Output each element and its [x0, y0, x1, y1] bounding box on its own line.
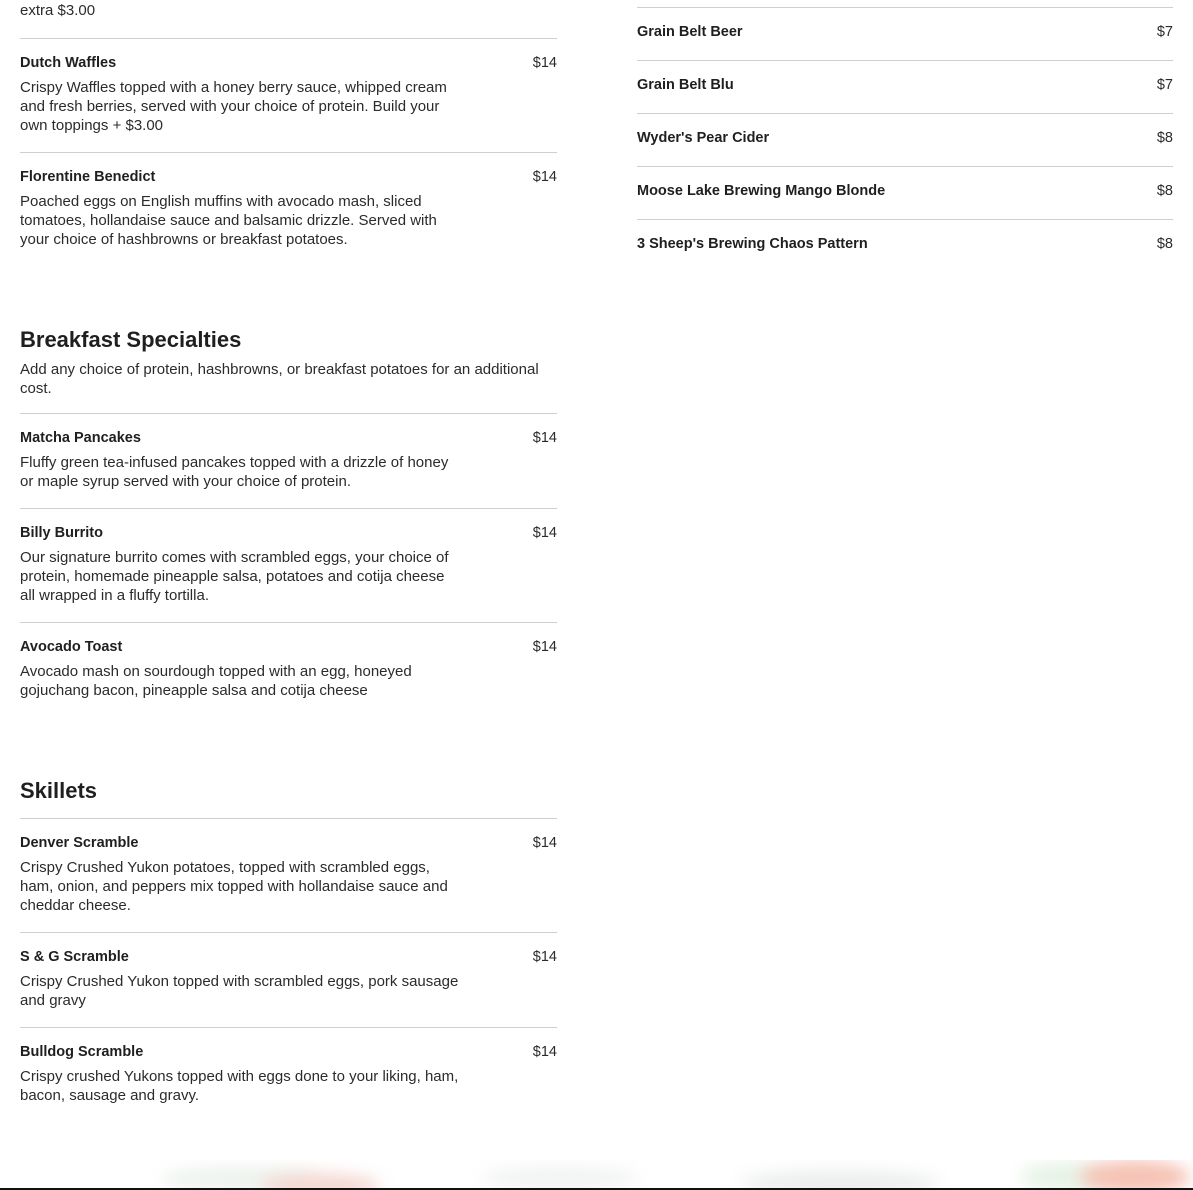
decorative-blur: [480, 1166, 640, 1190]
item-price: $14: [532, 525, 557, 541]
item-name: Dutch Waffles: [20, 55, 117, 71]
item-price: $14: [532, 430, 557, 446]
drink-name: Grain Belt Blu: [637, 77, 734, 93]
decorative-blur: [1080, 1160, 1190, 1190]
item-description: Crispy Waffles topped with a honey berry sauce, whipped cream and fresh berries, served with your choice of protein. Build your own toppings + $3.00: [20, 79, 447, 134]
divider: [637, 219, 1173, 220]
item-name: Billy Burrito: [20, 525, 103, 541]
decorative-blur: [740, 1170, 940, 1190]
drink-name: Moose Lake Brewing Mango Blonde: [637, 183, 886, 199]
item-description: Crispy crushed Yukons topped with eggs done to your liking, ham, bacon, sausage and gravy.: [20, 1068, 459, 1104]
footer-image-strip: [0, 1160, 1193, 1190]
drink-price: $7: [1156, 24, 1173, 40]
item-description: Fluffy green tea-infused pancakes topped with a drizzle of honey or maple syrup served with your choice of protein.: [20, 454, 449, 490]
item-name: S & G Scramble: [20, 949, 129, 965]
drink-price: $8: [1156, 130, 1173, 146]
drink-item-grain-belt-beer: [637, 23, 1173, 43]
section-title-skillets: Skillets: [20, 778, 98, 803]
drink-name: Wyder's Pear Cider: [637, 130, 770, 146]
divider: [20, 413, 557, 414]
drink-name: 3 Sheep's Brewing Chaos Pattern: [637, 236, 868, 252]
drink-price: $7: [1156, 77, 1173, 93]
divider: [20, 152, 557, 153]
divider: [20, 622, 557, 623]
item-price: $14: [532, 949, 557, 965]
item-name: Bulldog Scramble: [20, 1044, 144, 1060]
item-price: $14: [532, 169, 557, 185]
item-description: Our signature burrito comes with scrambled eggs, your choice of protein, homemade pineapple salsa, potatoes and cotija cheese all wrapped in a fluffy tortilla.: [20, 549, 449, 604]
item-description: Poached eggs on English muffins with avocado mash, sliced tomatoes, hollandaise sauce and balsamic drizzle. Served with your choice of hashbrowns or breakfast potatoes.: [20, 193, 437, 248]
item-name: Denver Scramble: [20, 835, 139, 851]
item-name: Florentine Benedict: [20, 169, 156, 185]
divider: [637, 7, 1173, 8]
item-price: $14: [532, 1044, 557, 1060]
drink-item-chaos-pattern: [637, 235, 1173, 255]
divider: [637, 166, 1173, 167]
item-description: Crispy Crushed Yukon topped with scrambled eggs, pork sausage and gravy: [20, 973, 459, 1009]
item-description: Avocado mash on sourdough topped with an egg, honeyed gojuchang bacon, pineapple salsa and cotija cheese: [20, 663, 412, 699]
divider: [20, 38, 557, 39]
item-price: $14: [532, 639, 557, 655]
item-price: $14: [532, 55, 557, 71]
item-description: Crispy Crushed Yukon potatoes, topped with scrambled eggs, ham, onion, and peppers mix topped with hollandaise sauce and cheddar cheese.: [20, 859, 448, 914]
divider: [637, 60, 1173, 61]
divider: [637, 113, 1173, 114]
section-title-breakfast-specialties: Breakfast Specialties: [20, 327, 242, 352]
divider: [20, 932, 557, 933]
drink-item-mango-blonde: [637, 182, 1173, 202]
drink-price: $8: [1156, 236, 1173, 252]
divider: [20, 818, 557, 819]
item-price: $14: [532, 835, 557, 851]
drink-name: Grain Belt Beer: [637, 24, 743, 40]
item-name: Avocado Toast: [20, 639, 123, 655]
divider: [20, 508, 557, 509]
drink-item-grain-belt-blu: [637, 76, 1173, 96]
drink-item-wyders-pear-cider: [637, 129, 1173, 149]
divider: [20, 1027, 557, 1028]
section-note: Add any choice of protein, hashbrowns, or breakfast potatoes for an additional cost.: [20, 361, 539, 397]
item-name: Matcha Pancakes: [20, 430, 141, 446]
drink-price: $8: [1156, 183, 1173, 199]
previous-item-desc-tail: extra $3.00: [20, 2, 96, 19]
